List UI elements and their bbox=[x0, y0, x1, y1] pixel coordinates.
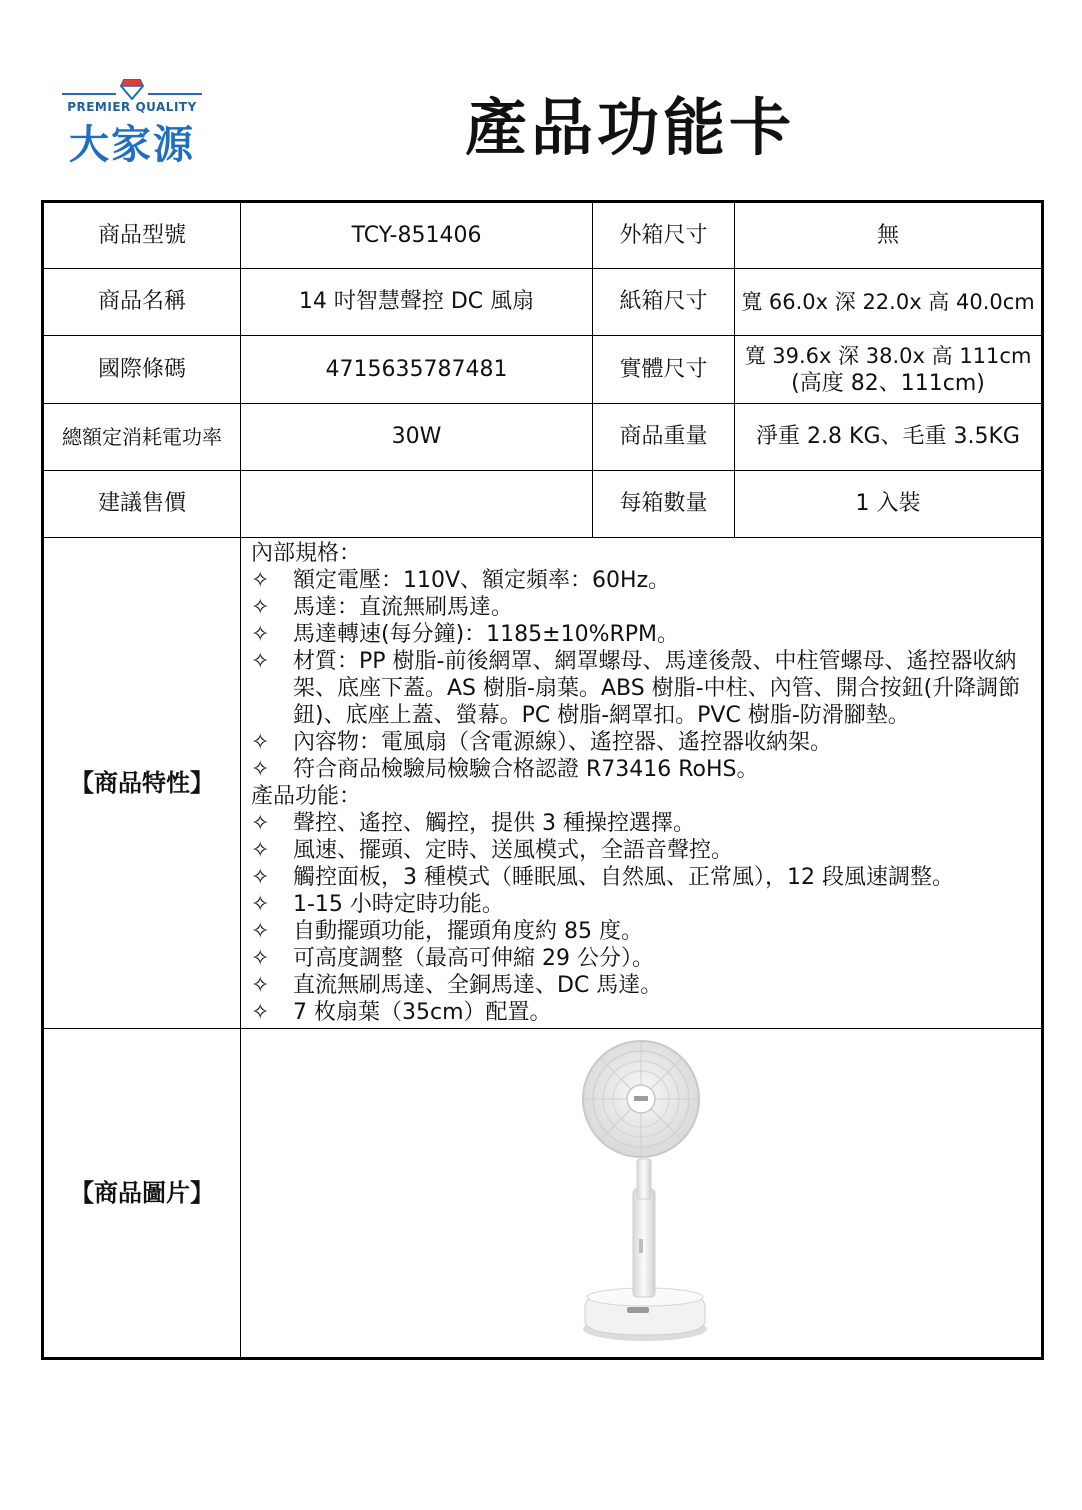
spec-label: 紙箱尺寸 bbox=[593, 269, 735, 336]
spec-value: 4715635787481 bbox=[241, 336, 593, 404]
feature-item bbox=[251, 837, 1035, 864]
spec-value-line: 淨重 2.8 KG、毛重 3.5KG bbox=[756, 424, 1020, 449]
spec-label: 商品重量 bbox=[593, 404, 735, 471]
spec-value: TCY-851406 bbox=[241, 202, 593, 269]
brand-logo bbox=[62, 78, 202, 170]
feature-item-text: 可高度調整（最高可伸縮 29 公分）。 bbox=[293, 946, 654, 971]
spec-value-line: 寬 66.0x 深 22.0x 高 40.0cm bbox=[741, 290, 1035, 314]
logo-brand-name: 大家源 bbox=[69, 122, 195, 168]
product-image-cell bbox=[241, 1029, 1043, 1359]
sparkle-bullet-icon: ✧ bbox=[251, 568, 270, 593]
spec-row bbox=[43, 269, 1043, 336]
spec-row bbox=[43, 404, 1043, 471]
spec-value: 14 吋智慧聲控 DC 風扇 bbox=[241, 269, 593, 336]
spec-value-line: 寬 39.6x 深 38.0x 高 111cm bbox=[744, 343, 1032, 368]
feature-item-text: 7 枚扇葉（35cm）配置。 bbox=[293, 1000, 552, 1025]
spec-label: 國際條碼 bbox=[43, 336, 241, 404]
spec-value-line: 1 入裝 bbox=[855, 491, 921, 516]
feature-item bbox=[251, 648, 1035, 729]
spec-value bbox=[735, 336, 1043, 404]
feature-item-text: 材質：PP 樹脂-前後網罩、網罩螺母、馬達後殼、中柱管螺母、遙控器收納架、底座下蓋。AS 樹脂-扇葉。ABS 樹脂-中柱、內管、開合按鈕(升降調節鈕)、底座上蓋、螢幕。PC 樹脂-網罩扣。PVC 樹脂-防滑腳墊。 bbox=[293, 649, 1021, 728]
feature-section-heading: 內部規格： bbox=[251, 541, 362, 566]
image-label: 【商品圖片】 bbox=[43, 1029, 241, 1359]
feature-item-text: 符合商品檢驗局檢驗合格認證 R73416 RoHS。 bbox=[293, 757, 759, 782]
spec-value bbox=[241, 471, 593, 538]
sparkle-bullet-icon: ✧ bbox=[251, 649, 270, 674]
spec-value bbox=[735, 202, 1043, 269]
sparkle-bullet-icon: ✧ bbox=[251, 811, 270, 836]
spec-label: 建議售價 bbox=[43, 471, 241, 538]
sparkle-bullet-icon: ✧ bbox=[251, 946, 270, 971]
sparkle-bullet-icon: ✧ bbox=[251, 622, 270, 647]
feature-item bbox=[251, 621, 1035, 648]
spec-label: 外箱尺寸 bbox=[593, 202, 735, 269]
sparkle-bullet-icon: ✧ bbox=[251, 973, 270, 998]
feature-item-text: 自動擺頭功能，擺頭角度約 85 度。 bbox=[293, 919, 643, 944]
spec-label: 實體尺寸 bbox=[593, 336, 735, 404]
feature-section-heading: 產品功能： bbox=[251, 784, 362, 809]
spec-row bbox=[43, 336, 1043, 404]
features-row bbox=[43, 538, 1043, 1029]
sparkle-bullet-icon: ✧ bbox=[251, 730, 270, 755]
feature-item-text: 馬達：直流無刷馬達。 bbox=[293, 595, 514, 620]
feature-item bbox=[251, 918, 1035, 945]
feature-item-text: 觸控面板，3 種模式（睡眠風、自然風、正常風），12 段風速調整。 bbox=[293, 865, 954, 890]
sparkle-bullet-icon: ✧ bbox=[251, 892, 270, 917]
feature-item bbox=[251, 594, 1035, 621]
feature-item bbox=[251, 810, 1035, 837]
spec-value bbox=[735, 471, 1043, 538]
feature-item bbox=[251, 999, 1035, 1026]
spec-value: 30W bbox=[241, 404, 593, 471]
sparkle-bullet-icon: ✧ bbox=[251, 595, 270, 620]
spec-label: 總額定消耗電功率 bbox=[43, 404, 241, 471]
feature-item bbox=[251, 864, 1035, 891]
feature-item-text: 聲控、遙控、觸控，提供 3 種操控選擇。 bbox=[293, 811, 695, 836]
feature-item-text: 直流無刷馬達、全銅馬達、DC 馬達。 bbox=[293, 973, 663, 998]
feature-item bbox=[251, 945, 1035, 972]
logo-line-right bbox=[148, 93, 202, 95]
logo-tagline: PREMIER QUALITY bbox=[67, 100, 197, 114]
image-row bbox=[43, 1029, 1043, 1359]
sparkle-bullet-icon: ✧ bbox=[251, 1000, 270, 1025]
spec-value-line: (高度 82、111cm) bbox=[791, 370, 985, 396]
sparkle-bullet-icon: ✧ bbox=[251, 865, 270, 890]
feature-item bbox=[251, 972, 1035, 999]
feature-item bbox=[251, 756, 1035, 783]
feature-item-text: 1-15 小時定時功能。 bbox=[293, 892, 504, 917]
feature-item-text: 風速、擺頭、定時、送風模式，全語音聲控。 bbox=[293, 838, 734, 863]
spec-row bbox=[43, 202, 1043, 269]
page-title: 產品功能卡 bbox=[464, 91, 795, 164]
fan-product-image bbox=[571, 1039, 721, 1345]
logo-line-left bbox=[62, 93, 116, 95]
sparkle-bullet-icon: ✧ bbox=[251, 919, 270, 944]
spec-label: 每箱數量 bbox=[593, 471, 735, 538]
spec-value bbox=[735, 404, 1043, 471]
product-spec-table bbox=[41, 200, 1044, 1360]
feature-item bbox=[251, 567, 1035, 594]
spec-value bbox=[735, 269, 1043, 336]
feature-item bbox=[251, 891, 1035, 918]
diamond-icon bbox=[120, 78, 144, 100]
spec-row bbox=[43, 471, 1043, 538]
feature-item bbox=[251, 729, 1035, 756]
feature-item-text: 內容物：電風扇（含電源線）、遙控器、遙控器收納架。 bbox=[293, 730, 833, 755]
features-label: 【商品特性】 bbox=[43, 538, 241, 1029]
spec-label: 商品型號 bbox=[43, 202, 241, 269]
feature-item-text: 額定電壓：110V、額定頻率：60Hz。 bbox=[293, 568, 671, 593]
spec-label: 商品名稱 bbox=[43, 269, 241, 336]
sparkle-bullet-icon: ✧ bbox=[251, 838, 270, 863]
spec-value-line: 無 bbox=[876, 222, 899, 248]
feature-item-text: 馬達轉速(每分鐘)：1185±10%RPM。 bbox=[293, 622, 680, 647]
sparkle-bullet-icon: ✧ bbox=[251, 757, 270, 782]
features-content bbox=[241, 538, 1043, 1029]
